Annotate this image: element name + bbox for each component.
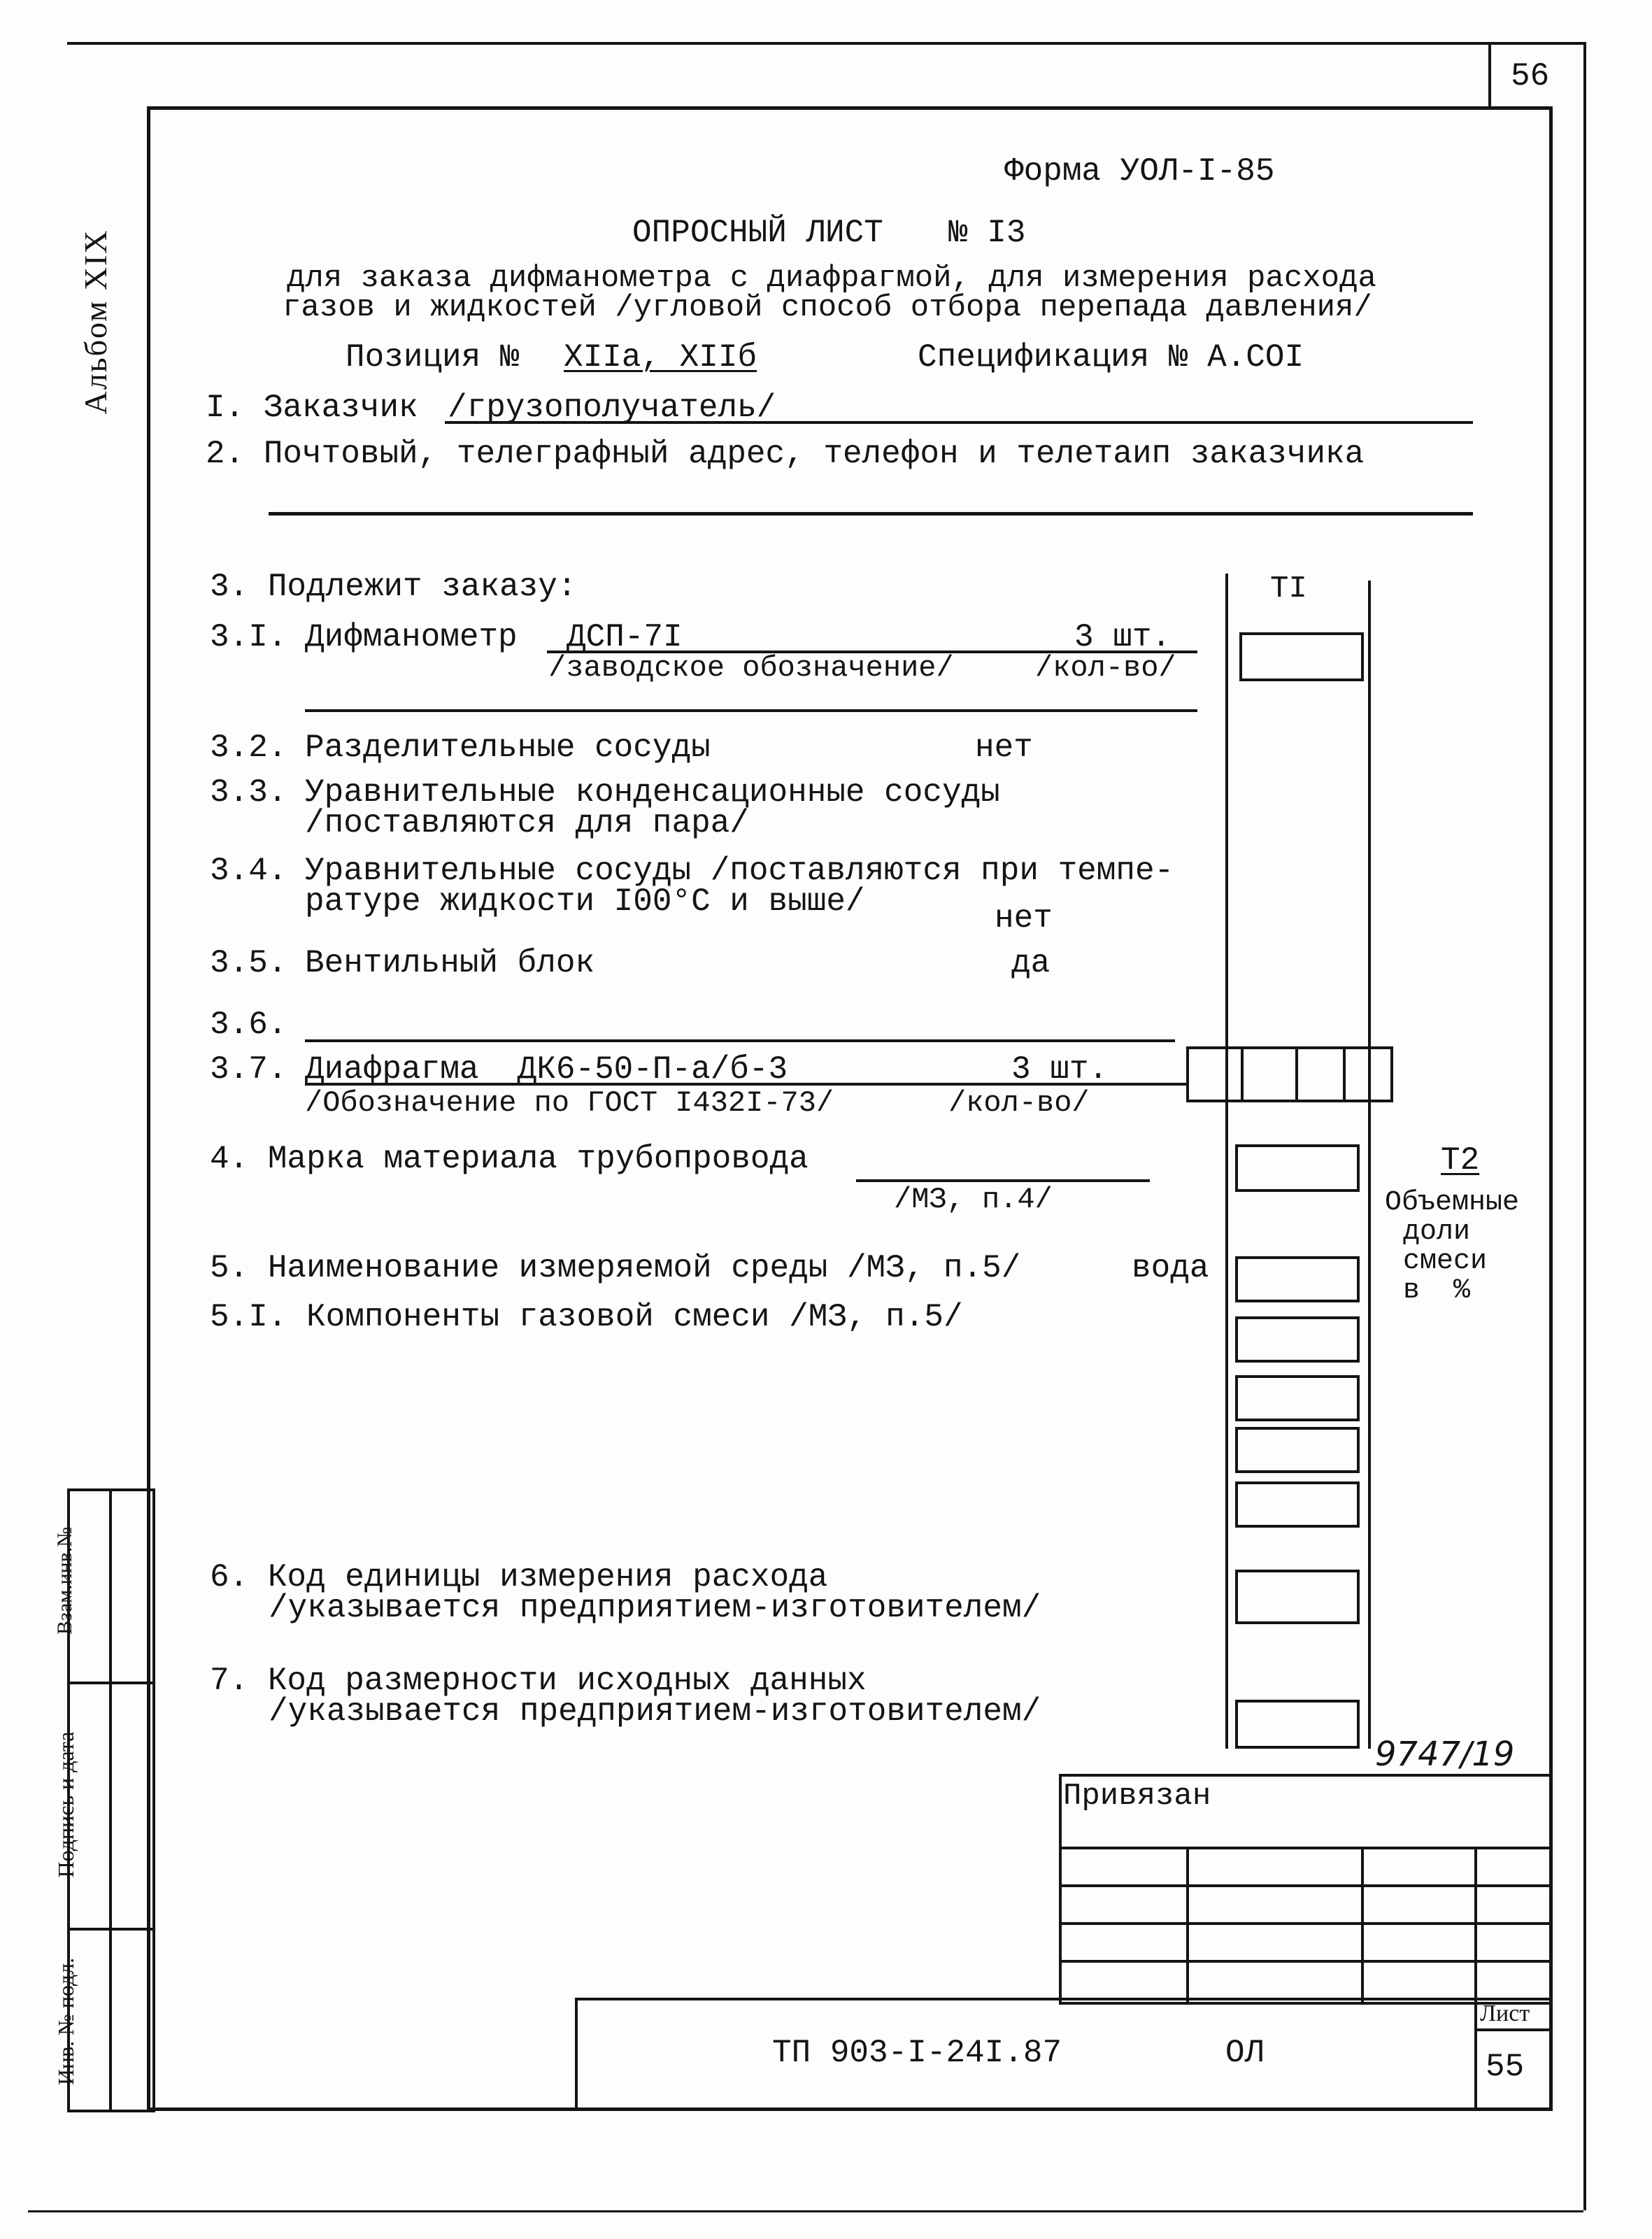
column-t1-label: TI bbox=[1270, 571, 1307, 606]
item-6-label-2: /указывается предприятием-изготовителем/ bbox=[269, 1590, 1041, 1626]
item-3-2-label: Разделительные сосуды bbox=[305, 730, 711, 766]
sheet-number: 55 bbox=[1486, 2049, 1525, 2085]
t1-field-5-1-b[interactable] bbox=[1235, 1375, 1360, 1421]
privyazan-row-2 bbox=[1059, 1884, 1553, 1887]
item-3-6-line bbox=[305, 1039, 1175, 1042]
sheet-label: Лист bbox=[1480, 2000, 1530, 2026]
item-3-1-hint-designation: /заводское обозначение/ bbox=[548, 651, 954, 685]
item-3-7-hint-quantity: /кол-во/ bbox=[948, 1086, 1090, 1120]
item-3-3-label-1: Уравнительные конденсационные сосуды bbox=[305, 774, 1000, 811]
item-3-4-label-1: Уравнительные сосуды /поставляются при темпе- bbox=[305, 853, 1174, 889]
item-3-2-value: нет bbox=[975, 730, 1033, 766]
item-1-hint: /грузополучатель/ bbox=[448, 390, 776, 426]
item-2-label: 2. Почтовый, телеграфный адрес, телефон и телетаип заказчика bbox=[206, 436, 1365, 472]
t1-field-3-7[interactable] bbox=[1186, 1046, 1393, 1102]
t1-field-3-7-cell-2 bbox=[1295, 1046, 1298, 1102]
t1-field-5-1-c[interactable] bbox=[1235, 1427, 1360, 1473]
item-4-label: 4. Марка материала трубопровода bbox=[210, 1141, 809, 1177]
item-3-1-extra-line bbox=[305, 709, 1197, 712]
item-3-3-number: 3.3. bbox=[210, 774, 287, 811]
item-3-2-number: 3.2. bbox=[210, 730, 287, 766]
column-t2-note-4: в % bbox=[1403, 1275, 1471, 1307]
column-t2-label: Т2 bbox=[1441, 1142, 1480, 1179]
item-5-label: 5. Наименование измеряемой среды /МЗ, п.5/ bbox=[210, 1250, 1021, 1286]
t1-field-5[interactable] bbox=[1235, 1256, 1360, 1302]
t1-field-5-1-d[interactable] bbox=[1235, 1481, 1360, 1528]
item-7-label-1: 7. Код размерности исходных данных bbox=[210, 1663, 867, 1699]
sheet-label-divider bbox=[1474, 2028, 1553, 2031]
right-outer-border bbox=[1583, 42, 1586, 2210]
document-number: № I3 bbox=[948, 215, 1026, 251]
t1-field-3-7-cell-1 bbox=[1241, 1046, 1244, 1102]
page-number: 56 bbox=[1511, 58, 1550, 94]
item-3-7-hint-designation: /Обозначение по ГОСТ I432I-73/ bbox=[305, 1086, 834, 1120]
item-7-label-2: /указывается предприятием-изготовителем/ bbox=[269, 1693, 1041, 1730]
column-t2-note-2: доли bbox=[1403, 1216, 1471, 1248]
side-stamp-inner-line bbox=[109, 1488, 112, 2112]
privyazan-label: Привязан bbox=[1063, 1779, 1211, 1814]
t1-field-3-7-cell-3 bbox=[1343, 1046, 1346, 1102]
item-3-7-quantity: 3 шт. bbox=[1011, 1051, 1109, 1088]
sign-date-label: Подпись и дата bbox=[53, 1731, 78, 1878]
item-6-label-1: 6. Код единицы измерения расхода bbox=[210, 1559, 828, 1595]
t1-field-7[interactable] bbox=[1235, 1700, 1360, 1749]
subtitle-line-1: для заказа дифманометра с диафрагмой, для измерения расхода bbox=[287, 261, 1376, 296]
item-3-4-value: нет bbox=[995, 900, 1053, 937]
item-3-5-label: Вентильный блок bbox=[305, 945, 595, 981]
specification: Спецификация № А.СОI bbox=[918, 339, 1304, 376]
item-3-4-number: 3.4. bbox=[210, 853, 287, 889]
title-block bbox=[575, 1998, 1553, 2111]
document-code: ТП 903-I-24I.87 bbox=[772, 2035, 1062, 2071]
item-4-hint: /МЗ, п.4/ bbox=[894, 1183, 1053, 1216]
replace-inv-label: Взам.инв.№ bbox=[53, 1526, 76, 1635]
item-3-1-value: ДСП-7I bbox=[567, 619, 683, 655]
document-type: ОЛ bbox=[1225, 2035, 1265, 2071]
item-3-7-label: Диафрагма ДК6-50-П-а/б-3 bbox=[305, 1051, 788, 1088]
item-3-5-number: 3.5. bbox=[210, 945, 287, 981]
t1-field-3-1[interactable] bbox=[1239, 632, 1364, 681]
privyazan-row-1 bbox=[1059, 1847, 1553, 1849]
form-label: Форма УОЛ-I-85 bbox=[1004, 153, 1275, 190]
column-t2-note-3: смеси bbox=[1403, 1246, 1488, 1277]
item-4-line bbox=[856, 1179, 1150, 1182]
top-border bbox=[67, 42, 1585, 45]
privyazan-col-3 bbox=[1474, 1847, 1477, 2005]
privyazan-col-1 bbox=[1186, 1847, 1189, 2005]
item-3-7-line bbox=[305, 1083, 1189, 1086]
item-3-1-hint-quantity: /кол-во/ bbox=[1035, 651, 1176, 685]
item-2-line bbox=[269, 512, 1473, 516]
privyazan-row-4 bbox=[1059, 1960, 1553, 1963]
t1-field-5-1-a[interactable] bbox=[1235, 1316, 1360, 1363]
item-3-7-number: 3.7. bbox=[210, 1051, 287, 1088]
item-1-line bbox=[445, 421, 1473, 424]
item-3-1-number: 3.I. bbox=[210, 619, 287, 655]
inv-orig-label: Инв. № подл. bbox=[53, 1957, 78, 2086]
item-3-1-label: Дифманометр bbox=[305, 619, 537, 655]
item-3-3-label-2: /поставляются для пара/ bbox=[305, 805, 749, 841]
position-label: Позиция № bbox=[346, 339, 539, 376]
column-t1-right-line bbox=[1368, 581, 1371, 1749]
privyazan-col-2 bbox=[1361, 1847, 1364, 2005]
t1-field-6[interactable] bbox=[1235, 1570, 1360, 1624]
handwritten-number: 9747/19 bbox=[1375, 1735, 1515, 1774]
sheet-column-divider bbox=[1474, 1998, 1477, 2111]
column-t1-left-line bbox=[1225, 574, 1228, 1749]
subtitle-line-2: газов и жидкостей /угловой способ отбора перепада давления/ bbox=[283, 290, 1372, 325]
side-stamp-divider-1 bbox=[67, 1682, 155, 1684]
item-5-1-label: 5.I. Компоненты газовой смеси /МЗ, п.5/ bbox=[210, 1299, 963, 1335]
item-3-5-value: да bbox=[1011, 945, 1051, 981]
item-3-1-quantity: 3 шт. bbox=[1074, 619, 1172, 655]
page-number-divider bbox=[1488, 42, 1491, 108]
column-t2-note-1: Объемные bbox=[1385, 1187, 1520, 1218]
bottom-trim-line bbox=[28, 2210, 1583, 2212]
item-3-4-label-2: ратуре жидкости I00°С и выше/ bbox=[305, 883, 865, 920]
item-3-6-number: 3.6. bbox=[210, 1007, 287, 1043]
item-5-value: вода bbox=[1132, 1250, 1209, 1286]
privyazan-row-3 bbox=[1059, 1922, 1553, 1925]
position-value: XIIа, XIIб bbox=[564, 339, 757, 376]
t1-field-4[interactable] bbox=[1235, 1144, 1360, 1192]
item-1-label: I. Заказчик bbox=[206, 390, 438, 426]
item-3-label: 3. Подлежит заказу: bbox=[210, 569, 577, 605]
album-label: Альбом XIX bbox=[78, 229, 113, 415]
document-title: ОПРОСНЫЙ ЛИСТ bbox=[632, 215, 883, 251]
